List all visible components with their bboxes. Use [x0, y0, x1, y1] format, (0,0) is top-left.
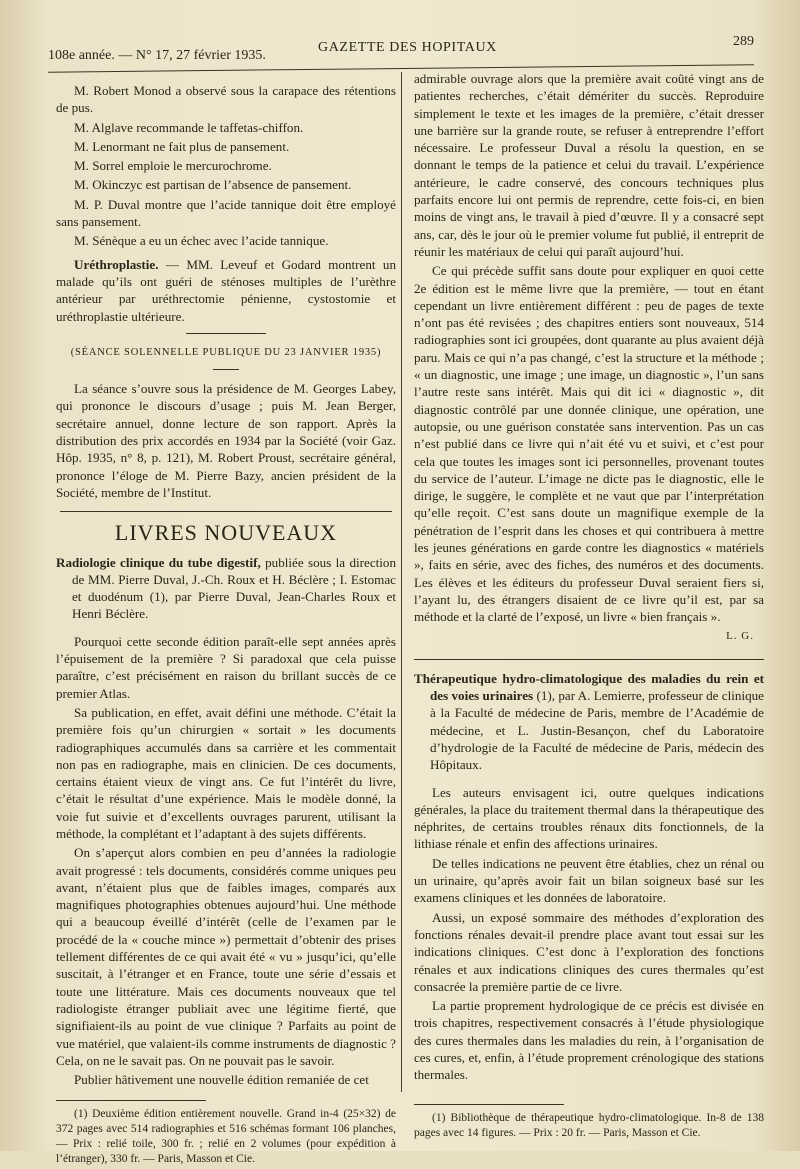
paragraph: admirable ouvrage alors que la première avait coûté vingt ans de patientes recherches, c’était démériter du succès. Reproduire simplement le texte et les images de la première, c’était dresser une barrière sur la grande route, se refuser à entreprendre l’effort nécessaire. Le professeur Duval a résolu la question, en se donnant le temps de la patience et celui du travail. L’expérience antérieure, le cadre conservé, des concours techniques plus parfaits encore lui ont permis de reprendre, cette fois-ci, en bien moins de vingt ans, le travail à pied d’œuvre. Il y a consacré sept ans, car, dès le jour où le premier volume fut publié, il entreprit de réunir les matériaux de celui qui paraît aujourd’hui.	[414, 71, 764, 259]
paragraph: La séance s’ouvre sous la présidence de M. Georges Labey, qui prononce le discours d’usage ; puis M. Jean Berger, secrétaire annuel, donne lecture de son rapport. Après la distribution des prix accordés en 1934 par la Société (voir Gaz. Hôp. 1935, n° 8, p. 121), M. Robert Proust, secrétaire général, prononce l’éloge de M. Pierre Bazy, ancien président de la Société, membre de l’Institut.	[56, 381, 396, 500]
right-column	[414, 70, 764, 1143]
paragraph: M. Okinczyc est partisan de l’absence de pansement.	[74, 177, 352, 193]
footnote-rule	[56, 1100, 206, 1101]
session-heading: (SÉANCE SOLENNELLE PUBLIQUE DU 23 JANVIER 1935)	[70, 346, 382, 358]
paragraph: M. Sénèque a eu un échec avec l’acide tannique.	[74, 233, 329, 249]
book-meta: (1), par A. Lemierre, professeur de clinique à la Faculté de médecine de Paris, membre de l’Académie de médecine, et L. Justin-Besançon, chef du Laboratoire d’hydrologie de la Faculté de médecine de Paris, médecin des Hôpitaux.	[430, 688, 764, 773]
paragraph: Sa publication, en effet, avait défini une méthode. C’était la première fois qu’un chirurgien « sortait » les documents radiographiques accumulés dans sa carrière et les commentait non pas en radiographe, mais en clinicien. De ces documents, certains étaient vieux de vingt ans. Ce fut l’intérêt du livre, c’était le résultat d’une expérience. Mais le modèle donné, la voie fut suivie et d’excellents ouvrages parurent, utilisant la méthode, la complétant et l’adaptant à des sujets différents.	[56, 704, 396, 841]
paragraph: De telles indications ne peuvent être établies, chez un rénal ou un urinaire, qu’après avoir fait un bilan soigneux basé sur les examens cliniques et les données de laboratoire.	[414, 855, 764, 906]
signature: L. G.	[726, 629, 754, 642]
uretro-paragraph	[56, 256, 396, 325]
page-number: 289	[733, 34, 754, 49]
page-header	[48, 34, 754, 64]
paragraph: M. P. Duval montre que l’acide tannique doit être employé sans pansement.	[56, 196, 396, 230]
divider	[186, 333, 266, 334]
book-meta: publiée sous la direction de MM. Pierre Duval, J.-Ch. Roux et H. Béclère ; I. Estomac et duodénum (1), par Pierre Duval, Jean-Charles Roux et Henri Béclère.	[72, 554, 396, 622]
paragraph: Ce qui précède suffit sans doute pour expliquer en quoi cette 2e édition est le même livre que la première, — tout en étant cependant un livre entièrement différent : peu de pages de texte n’ont pas été revisées ; des chapitres entiers sont nouveaux, 514 radiographies sont ici groupées, dont quarante au plus avaient déjà paru. Mais ce qui n’a pas changé, c’est la structure et la méthode ; « un diagnostic, une image ; une image, un diagnostic », l’un sans l’autre reste sans intérêt. Mais qui dit ici « diagnostic », dit diagnostic contrôlé par une donnée clinique, une opération, une autopsie, ou une guérison constatée sans intervention. Pas un cas n’est publié dans ce livre qui n’ait été vu et suivi, et c’est pour cela que toutes les images sont ici personnelles, provenant toutes du service de l’auteur. L’image ne dicte pas le diagnostic, elle le dirige, le suggère, le complète et ne vaut que par l’interprétation qu’elle reçoit. C’est sans doute un magnifique exemple de la pénétration de l’esprit dans les choses et qui contribuera à mettre les jeunes générations en garde contre les diagnostics « matériels », faits en série, avec des fiches, des numéros et des documents. Les élèves et les éditeurs du professeur Duval seraient fiers si, l’ayant lu, des étrangers disaient de ce livre qu’il est, par sa méthode et la clarté de l’exposé, un livre « bien français ».	[414, 263, 764, 625]
book-title: Radiologie clinique du tube digestif,	[56, 554, 261, 570]
paragraph: On s’aperçut alors combien en peu d’années la radiologie avait progressé : tels documents, considérés comme uniques peu avant, n’étaient plus que de faibles images, comparés aux magnifiques photographies obtenues aujourd’hui. Une méthode qui a beaucoup éveillé d’intérêt (celle de l’examen par le procédé de la « couche mince ») permettait d’obtenir des prises tellement différentes de ce qui avait été « vu » jusqu’ici, qu’elle suscitait, à l’étranger et en France, toute une série d’essais et toute une littérature. Mais ces documents nouveaux que tel radiologiste étranger publiait avec une légitime fierté, que signifiaient-ils au point de vue clinique ? Parfaits au point de vue matériel, que valaient-ils comme instruments de diagnostic ? Cela, on ne le savait pas. On ne pouvait pas le savoir.	[56, 845, 396, 1068]
section-title: LIVRES NOUVEAUX	[114, 520, 338, 546]
book-entry	[56, 554, 396, 623]
footnote: (1) Deuxième édition entièrement nouvelle. Grand in-4 (25×32) de 372 pages avec 514 radiographies et 516 schémas formant 106 planches, — Prix : relié toile, 300 fr. ; relié en 2 volumes (pour expédition à l’étranger), 330 fr. — Paris, Masson et Cie.	[56, 1108, 396, 1166]
uretro-heading: Uréthroplastie.	[74, 256, 159, 272]
left-column	[56, 82, 396, 1169]
divider	[414, 659, 764, 660]
paragraph: Pourquoi cette seconde édition paraît-elle sept années après l’épuisement de la première ? Si paradoxal que cela puisse paraître, c’est précisément en raison du brillant succès de ce premier Atlas.	[56, 633, 396, 701]
column-divider	[401, 72, 402, 1092]
paragraph: M. Sorrel emploie le mercurochrome.	[74, 158, 272, 174]
footnote-rule	[414, 1104, 564, 1105]
book-entry	[414, 670, 764, 774]
divider	[60, 511, 392, 512]
paragraph: Publier hâtivement une nouvelle édition remaniée de cet	[74, 1072, 369, 1088]
issue-line: 108e année. — N° 17, 27 février 1935.	[48, 48, 266, 63]
uretro-text: — MM. Leveuf et Godard montrent un malade qu’ils ont guéri de sténoses multiples de l’urèthre antérieur par uréthrectomie pénienne, cystostomie et uréthroplastie ultérieure.	[56, 256, 396, 324]
footnote: (1) Bibliothèque de thérapeutique hydro-climatologique. In-8 de 138 pages avec 14 figures. — Prix : 20 fr. — Paris, Masson et Cie.	[414, 1111, 764, 1139]
paragraph: M. Robert Monod a observé sous la carapace des rétentions de pus.	[56, 83, 396, 116]
paragraph: La partie proprement hydrologique de ce précis est divisée en trois chapitres, respectivement consacrés à l’étude physiologique des cures thermales dans les maladies du rein, à l’organisation de ces cures, et, enfin, à l’étude proprement crénologique des stations thermales.	[414, 998, 764, 1083]
paragraph: M. Lenormant ne fait plus de pansement.	[74, 138, 290, 154]
paragraph: M. Alglave recommande le taffetas-chiffon.	[74, 119, 304, 135]
book-title: Thérapeutique hydro-climatologique des maladies du rein et des voies urinaires	[414, 670, 764, 704]
paragraph: Les auteurs envisagent ici, outre quelques indications générales, la place du traitement thermal dans la thérapeutique des néphrites, de certains troubles rénaux dits fonctionnels, de la lithiase rénale et enfin des affections urinaires.	[414, 784, 764, 852]
paragraph: Aussi, un exposé sommaire des méthodes d’exploration des fonctions rénales devait-il prendre place avant tout essai sur les indications cliniques. C’est donc à l’exploration des fonctions rénales et aux indications cliniques des cures thermales qu’est consacrée la première partie de ce livre.	[414, 909, 764, 994]
divider	[213, 369, 239, 370]
journal-title: GAZETTE DES HOPITAUX	[318, 40, 497, 55]
